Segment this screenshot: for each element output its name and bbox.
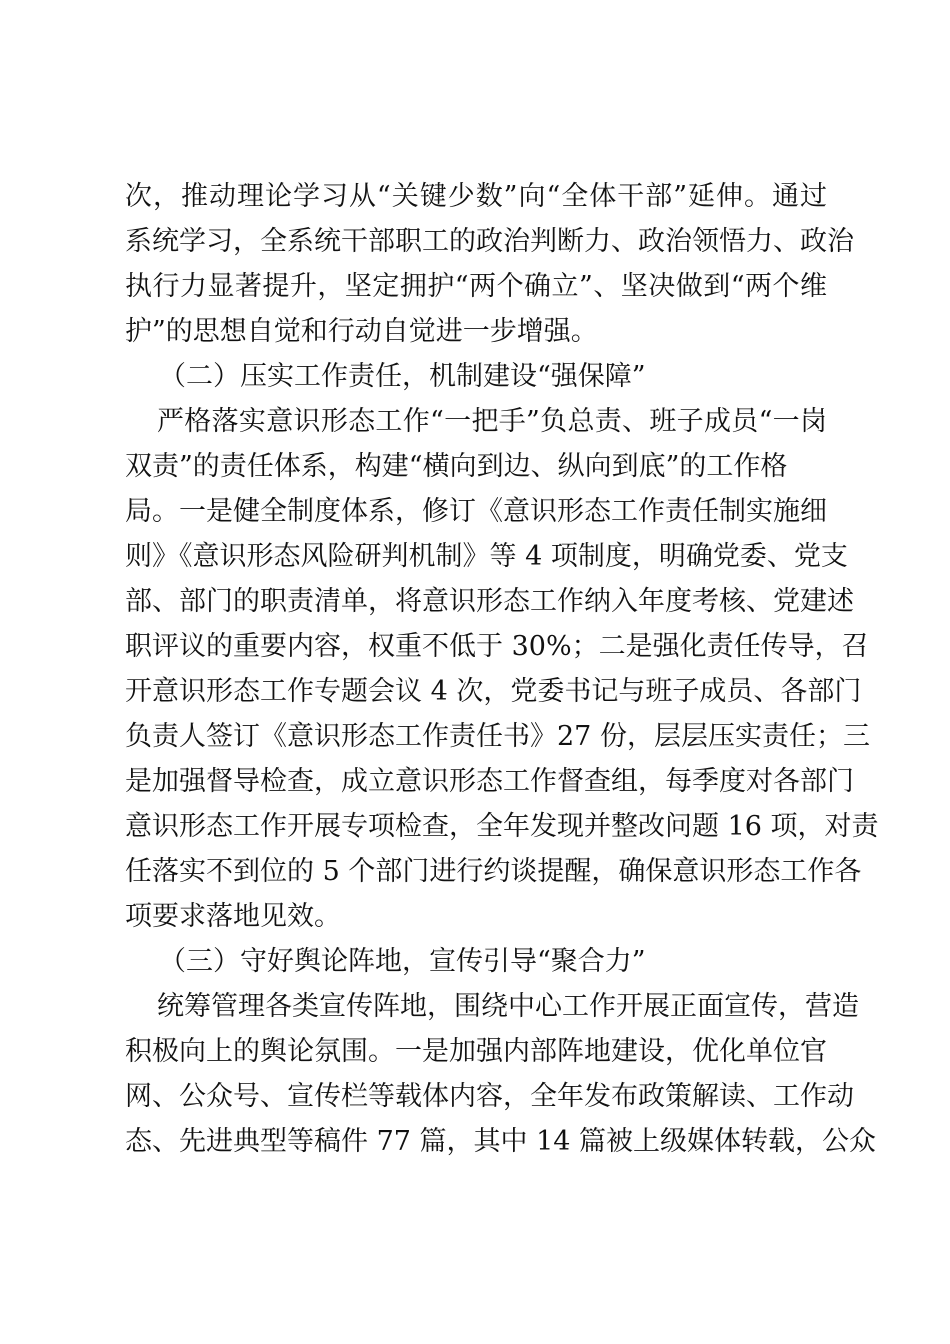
paragraph-line: 统筹管理各类宣传阵地，围绕中心工作开展正面宣传，营造 — [157, 991, 859, 1022]
paragraph-line: 局。一是健全制度体系，修订《意识形态工作责任制实施细 — [125, 496, 827, 527]
section-heading: （三）守好舆论阵地，宣传引导“聚合力” — [159, 946, 646, 977]
paragraph-line: 严格落实意识形态工作“一把手”负总责、班子成员“一岗 — [157, 406, 827, 437]
paragraph-line: 开意识形态工作专题会议 4 次，党委书记与班子成员、各部门 — [125, 676, 862, 707]
paragraph-line: 则》《意识形态风险研判机制》等 4 项制度，明确党委、党支 — [125, 541, 848, 572]
paragraph-line: 执行力显著提升，坚定拥护“两个确立”、坚决做到“两个维 — [125, 271, 827, 302]
paragraph-line: 部、部门的职责清单，将意识形态工作纳入年度考核、党建述 — [125, 586, 854, 617]
paragraph-line: 次，推动理论学习从“关键少数”向“全体干部”延伸。通过 — [125, 181, 827, 212]
paragraph-line: 网、公众号、宣传栏等载体内容，全年发布政策解读、工作动 — [125, 1081, 854, 1112]
document-page — [125, 174, 879, 1164]
paragraph-line: 态、先进典型等稿件 77 篇，其中 14 篇被上级媒体转载，公众 — [125, 1126, 877, 1157]
paragraph-line: 项要求落地见效。 — [125, 901, 341, 932]
paragraph-line: 是加强督导检查，成立意识形态工作督查组，每季度对各部门 — [125, 766, 854, 797]
section-heading: （二）压实工作责任，机制建设“强保障” — [159, 361, 646, 392]
paragraph-line: 积极向上的舆论氛围。一是加强内部阵地建设，优化单位官 — [125, 1036, 827, 1067]
paragraph-line: 护”的思想自觉和行动自觉进一步增强。 — [125, 316, 598, 347]
paragraph-line: 职评议的重要内容，权重不低于 30%；二是强化责任传导，召 — [125, 631, 869, 662]
paragraph-line: 系统学习，全系统干部职工的政治判断力、政治领悟力、政治 — [125, 226, 854, 257]
paragraph-line: 双责”的责任体系，构建“横向到边、纵向到底”的工作格 — [125, 451, 788, 482]
paragraph-line: 任落实不到位的 5 个部门进行约谈提醒，确保意识形态工作各 — [125, 856, 862, 887]
paragraph-line: 负责人签订《意识形态工作责任书》27 份，层层压实责任；三 — [125, 721, 870, 752]
paragraph-line: 意识形态工作开展专项检查，全年发现并整改问题 16 项，对责 — [125, 811, 879, 842]
